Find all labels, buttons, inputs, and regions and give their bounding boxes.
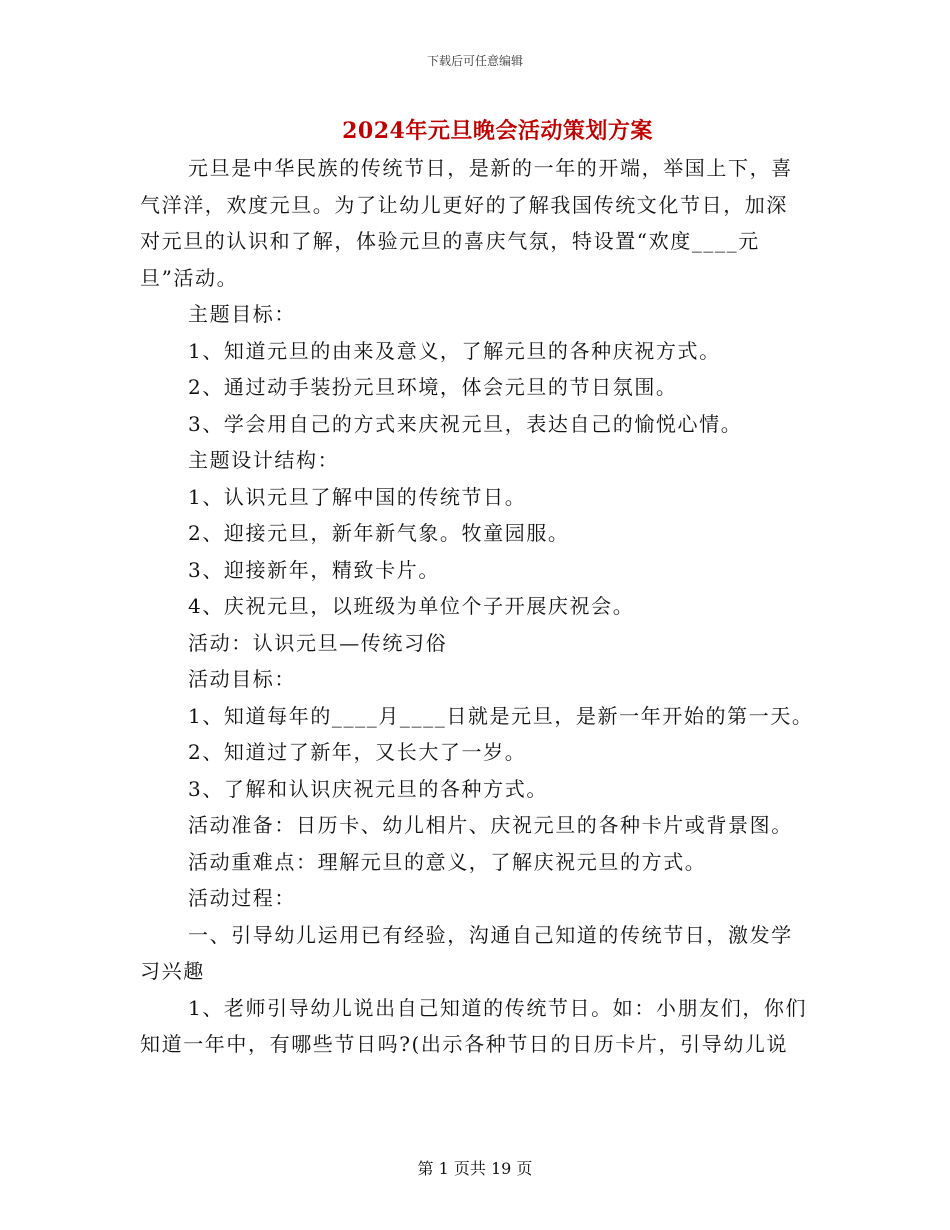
intro-line-4: 旦”活动。 bbox=[140, 265, 239, 290]
activity-title: 活动：认识元旦—传统习俗 bbox=[188, 630, 448, 655]
theme-goal-1: 1、知道元旦的由来及意义，了解元旦的各种庆祝方式。 bbox=[188, 338, 721, 363]
process-step-1-line-2: 习兴趣 bbox=[140, 959, 205, 983]
document-title: 2024年元旦晚会活动策划方案 bbox=[342, 118, 653, 144]
activity-process-heading: 活动过程： bbox=[188, 886, 296, 910]
activity-preparation: 活动准备：日历卡、幼儿相片、庆祝元旦的各种卡片或背景图。 bbox=[188, 813, 793, 837]
activity-goal-3: 3、了解和认识庆祝元旦的各种方式。 bbox=[188, 776, 548, 801]
theme-goal-3: 3、学会用自己的方式来庆祝元旦，表达自己的愉悦心情。 bbox=[188, 411, 743, 436]
activity-key-points: 活动重难点：理解元旦的意义，了解庆祝元旦的方式。 bbox=[188, 849, 707, 874]
page-header-note: 下载后可任意编辑 bbox=[426, 54, 523, 68]
process-step-1-sub-line-1: 1、老师引导幼儿说出自己知道的传统节日。如：小朋友们，你们 bbox=[188, 995, 808, 1020]
structure-item-3: 3、迎接新年，精致卡片。 bbox=[188, 557, 440, 582]
intro-line-2: 气洋洋，欢度元旦。为了让幼儿更好的了解我国传统文化节日，加深 bbox=[140, 192, 788, 217]
structure-item-1: 1、认识元旦了解中国的传统节日。 bbox=[188, 484, 527, 509]
intro-line-3: 对元旦的认识和了解，体验元旦的喜庆气氛，特设置“欢度____元 bbox=[140, 229, 760, 253]
intro-line-1: 元旦是中华民族的传统节日，是新的一年的开端，举国上下，喜 bbox=[188, 156, 793, 180]
activity-goal-heading: 活动目标： bbox=[188, 667, 296, 691]
activity-goal-2: 2、知道过了新年，又长大了一岁。 bbox=[188, 740, 527, 764]
process-step-1-sub-line-2: 知道一年中，有哪些节日吗?(出示各种节日的日历卡片，引导幼儿说 bbox=[140, 1032, 789, 1056]
structure-item-4: 4、庆祝元旦，以班级为单位个子开展庆祝会。 bbox=[188, 594, 635, 618]
activity-goal-1: 1、知道每年的____月____日就是元旦，是新一年开始的第一天。 bbox=[188, 703, 814, 728]
theme-goal-heading: 主题目标： bbox=[188, 302, 296, 326]
process-step-1-line-1: 一、引导幼儿运用已有经验，沟通自己知道的传统节日，激发学 bbox=[188, 922, 793, 947]
structure-heading: 主题设计结构： bbox=[188, 448, 340, 472]
structure-item-2: 2、迎接元旦，新年新气象。牧童园服。 bbox=[188, 521, 570, 545]
page-number: 第 1 页共 19 页 bbox=[417, 1159, 533, 1178]
theme-goal-2: 2、通过动手装扮元旦环境，体会元旦的节日氛围。 bbox=[188, 375, 678, 399]
document-body bbox=[140, 150, 814, 1063]
